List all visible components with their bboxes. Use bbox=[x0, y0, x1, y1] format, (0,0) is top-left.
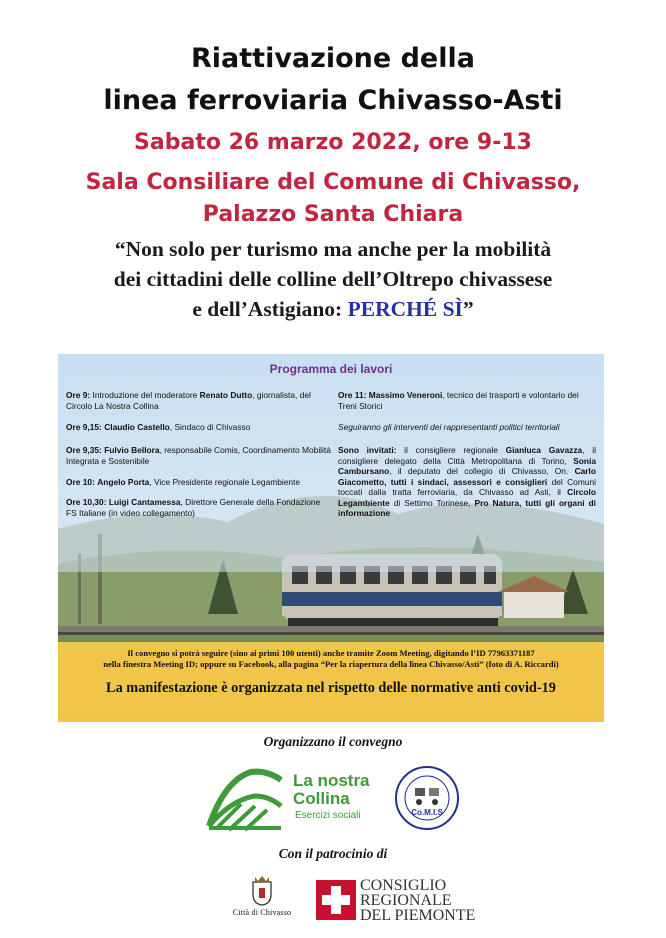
program-item: Ore 10,30: Luigi Cantamessa, Direttore Generale della Fondazione FS Italiane (in video collegamento) bbox=[66, 497, 321, 518]
title-line-2: linea ferroviaria Chivasso-Asti bbox=[103, 85, 563, 116]
program-item: Ore 9,35: Fulvio Bellora, responsabile Comis, Coordinamento Mobilità Integrata e Sostenibile bbox=[66, 445, 331, 466]
program-item: Ore 11: Massimo Veneroni, tecnico dei trasporti e volontario dei Treni Storici bbox=[338, 390, 579, 411]
program-right-column bbox=[338, 390, 596, 519]
program-photo-panel bbox=[58, 354, 604, 722]
program-left-column bbox=[66, 390, 332, 518]
city-crest-icon bbox=[250, 874, 274, 906]
notice-line-2: nella finestra Meeting ID; oppure su Facebook, alla pagina “Per la riapertura della linea Chivasso/Asti” (foto di A. Riccardi) bbox=[103, 659, 559, 669]
program-item: Ore 9: Introduzione del moderatore Renato Dutto, giornalista, del Circolo La Nostra Collina bbox=[66, 390, 311, 411]
venue-line-2: Palazzo Santa Chiara bbox=[202, 202, 464, 227]
title-line-1: Riattivazione della bbox=[191, 43, 475, 74]
program-item: Ore 9,15: Claudio Castello, Sindaco di Chivasso bbox=[66, 422, 251, 432]
org1-subtitle: Esercizi sociali bbox=[295, 810, 361, 821]
program-note: Seguiranno gli interventi dei rappresentanti politici territoriali bbox=[338, 422, 560, 432]
quote-line-3: e dell’Astigiano: PERCHÉ SÌ” bbox=[192, 297, 474, 321]
program-item: Ore 10: Angelo Porta, Vice Presidente regionale Legambiente bbox=[66, 477, 301, 487]
organizers-heading: Organizzano il convegno bbox=[263, 734, 403, 749]
quote-line-2: dei cittadini delle colline dell’Oltrepo chivassese bbox=[113, 267, 553, 291]
quote-line-1: “Non solo per turismo ma anche per la mobilità bbox=[114, 237, 552, 261]
comis-logo bbox=[395, 766, 459, 830]
comis-label: Co.M.I.S bbox=[411, 808, 443, 817]
program-title: Programma dei lavori bbox=[269, 362, 393, 376]
event-date: Sabato 26 marzo 2022, ore 9-13 bbox=[134, 130, 532, 155]
notice-line-1: Il convegno si potrà seguire (sino ai primi 100 utenti) anche tramite Zoom Meeting, digitando l’ID 77963371187 bbox=[127, 648, 535, 658]
city-name: Città di Chivasso bbox=[232, 908, 292, 917]
comis-emblem-icon bbox=[397, 768, 457, 828]
council-name: CONSIGLIO REGIONALE DEL PIEMONTE bbox=[360, 877, 476, 924]
org1-name-line-1: La nostra bbox=[293, 771, 370, 790]
patrons-heading: Con il patrocinio di bbox=[278, 846, 388, 861]
council-cross-icon bbox=[316, 880, 356, 920]
covid-notice: La manifestazione è organizzata nel rispetto delle normative anti covid-19 bbox=[106, 680, 556, 696]
citta-di-chivasso-logo bbox=[222, 874, 302, 924]
quote-highlight: PERCHÉ SÌ bbox=[347, 297, 463, 321]
venue-line-1: Sala Consiliare del Comune di Chivasso, bbox=[85, 170, 581, 195]
program-invited: Sono invitati: il consigliere regionale Gianluca Gavazza, il consigliere delegato della Città Metropolitana di Torino, Sonia Cambursano, il deputato del collegio di Chivasso, On. Carlo Giacometto, tutti i sindaci, assessori e consiglieri del Comuni toccati dalla tratta ferroviaria, da Chivasso ad Asti, il Circolo Legambiente di Settimo Torinese, Pro Natura, tutti gli organi di informazione bbox=[338, 445, 596, 518]
la-nostra-collina-logo bbox=[205, 766, 389, 832]
org1-name-line-2: Collina bbox=[293, 789, 350, 808]
hills-logo-icon bbox=[205, 766, 285, 832]
